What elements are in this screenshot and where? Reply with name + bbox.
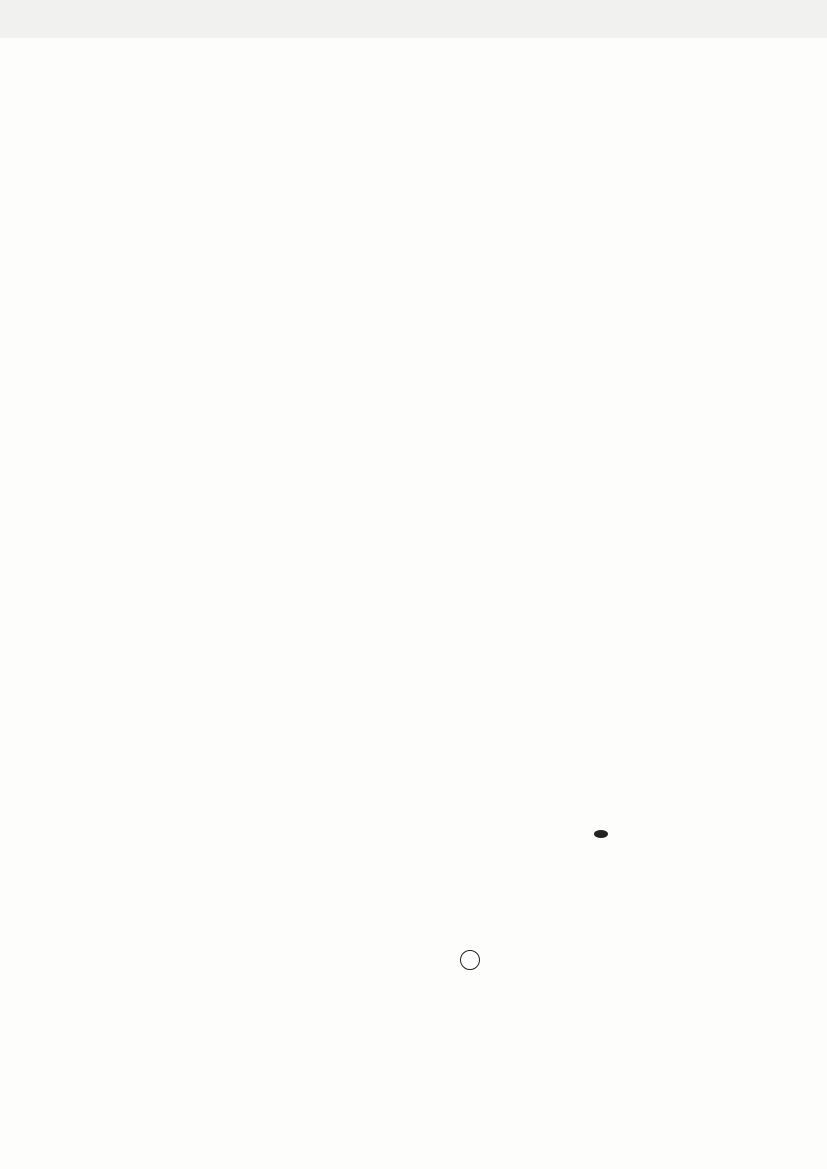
ring-start-label xyxy=(460,950,480,970)
legend-oval-row xyxy=(594,824,611,846)
legend xyxy=(594,824,611,846)
oval-stitch-icon xyxy=(594,830,608,838)
